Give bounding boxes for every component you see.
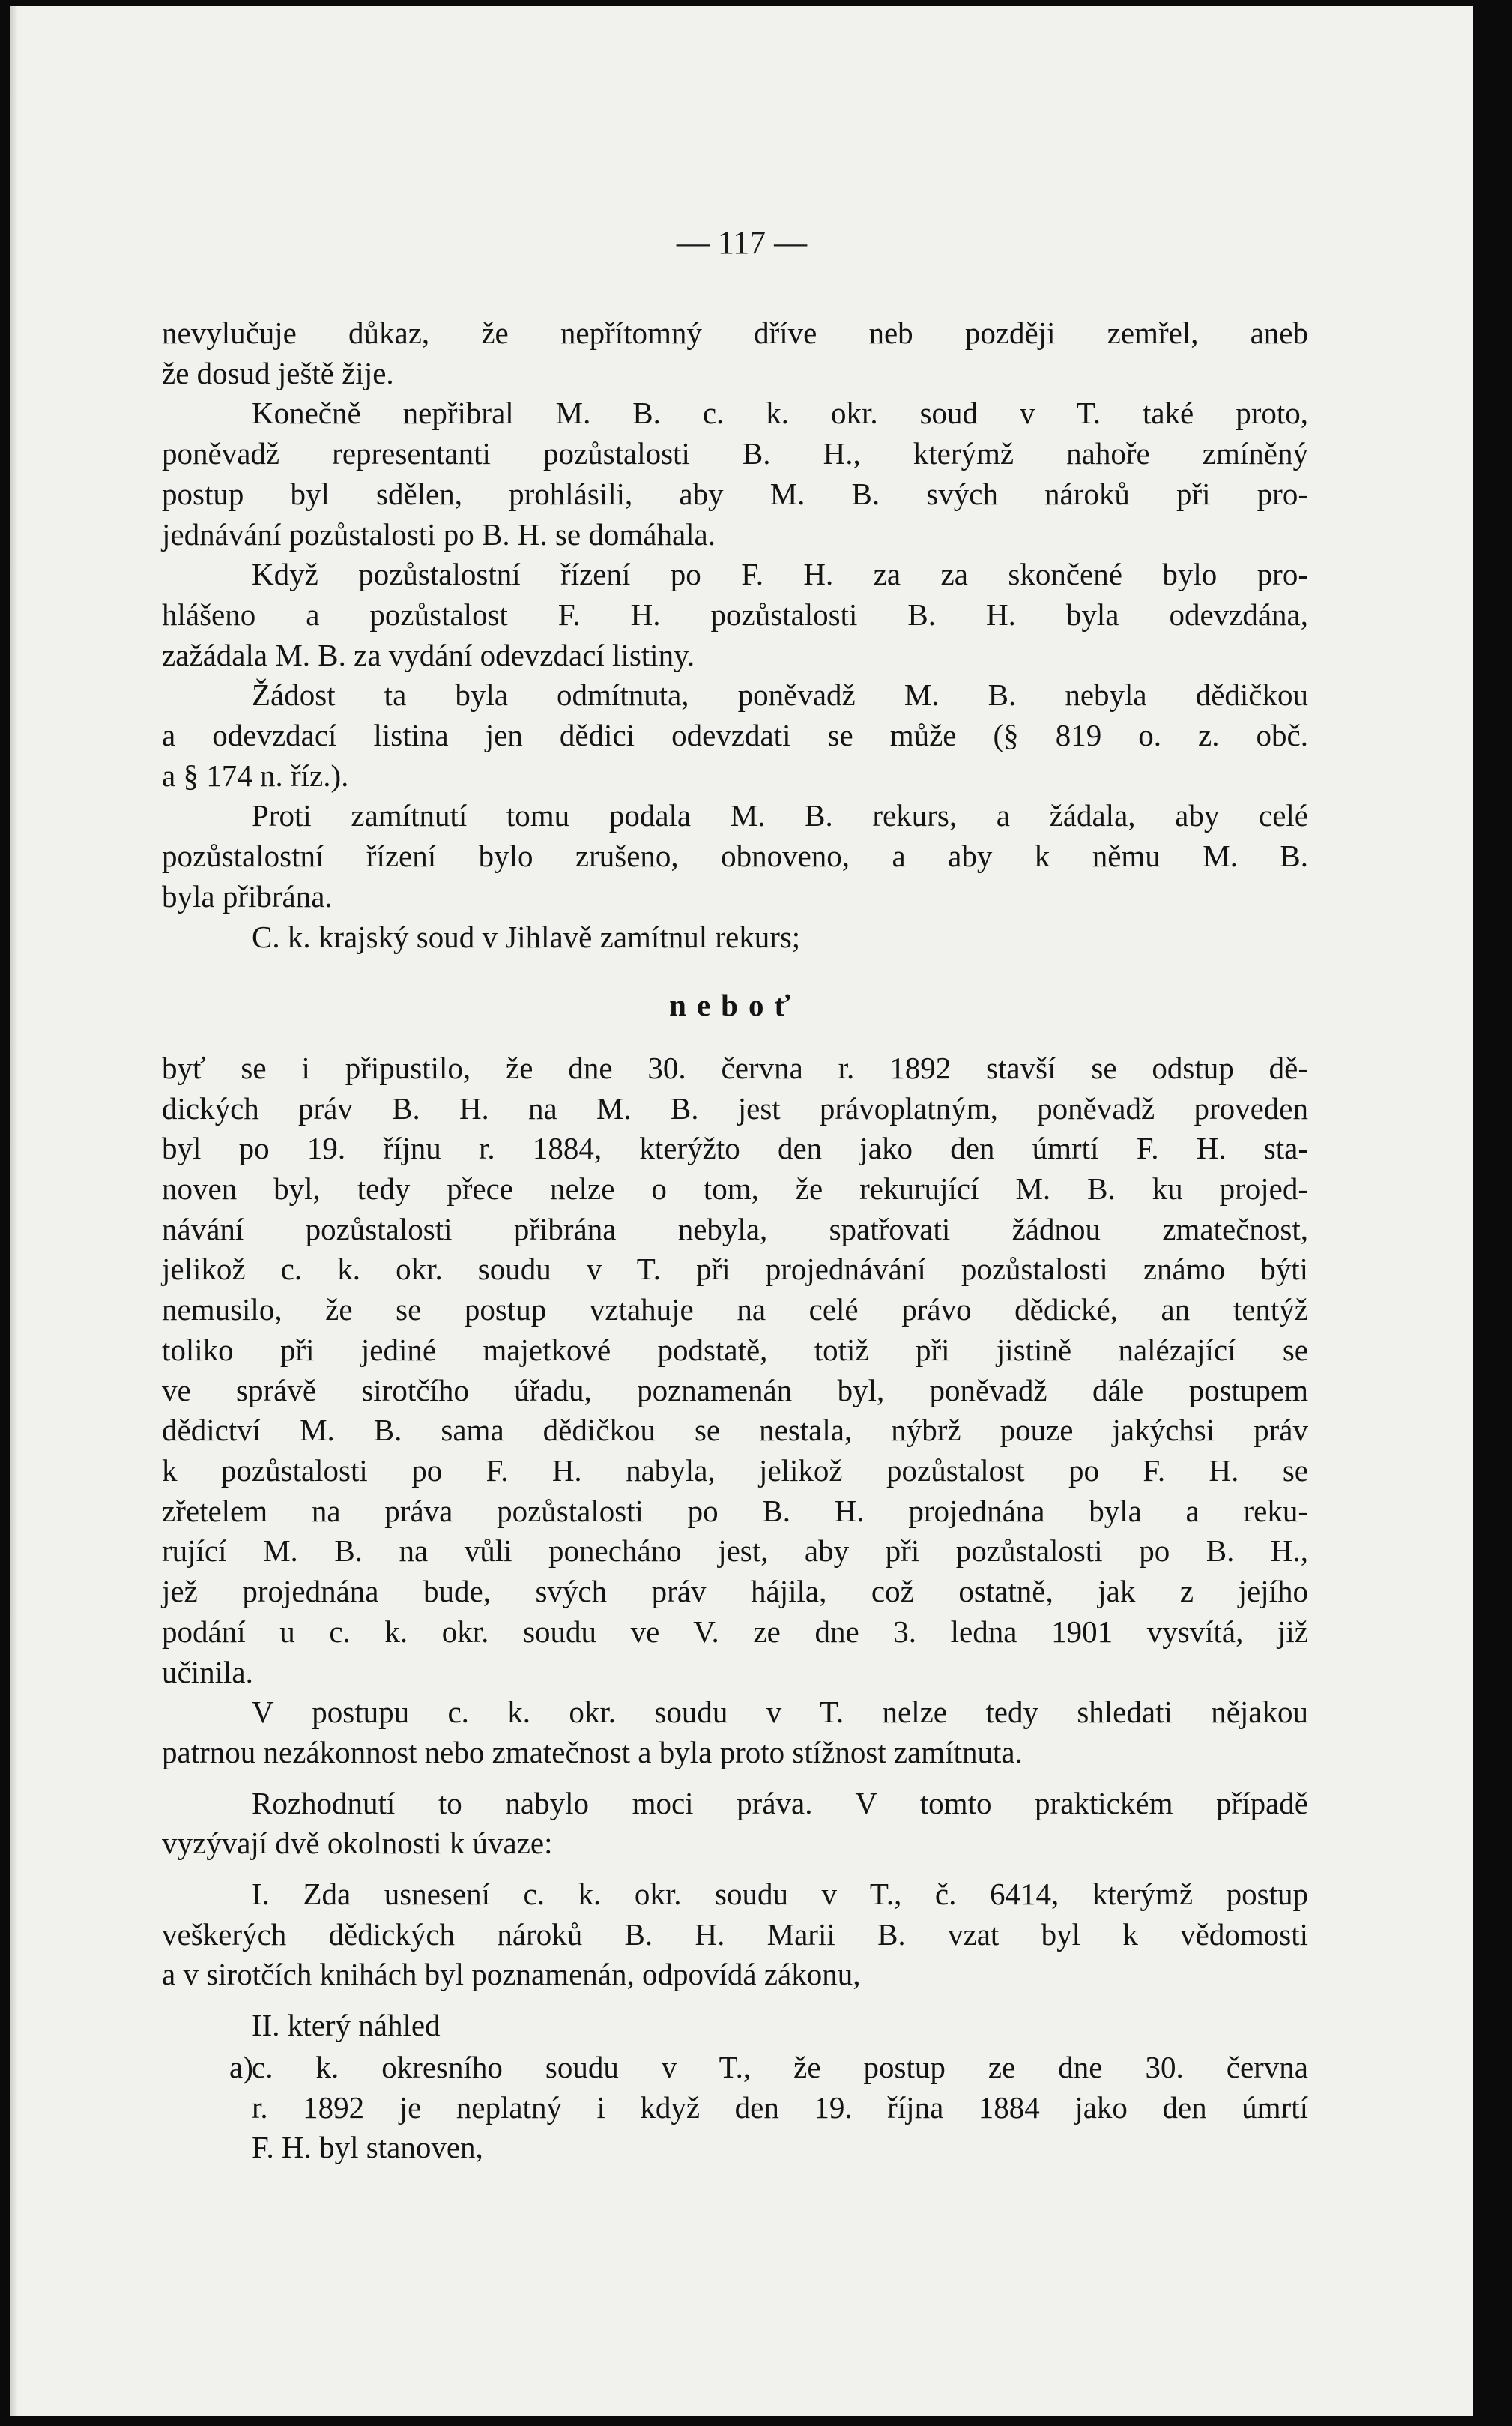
- book-page: [10, 6, 1473, 2416]
- text-line: F. H. byl stanoven,: [252, 2130, 483, 2165]
- page-number: — 117 —: [676, 224, 808, 261]
- text-line: a § 174 n. říz.).: [162, 758, 349, 793]
- text-line: jelikož c. k. okr. soudu v T. při projednávání pozůstalosti známo býti: [162, 1252, 1308, 1287]
- text-line: a v sirotčích knihách byl poznamenán, odpovídá zákonu,: [162, 1957, 861, 1992]
- text-line: učinila.: [162, 1654, 253, 1689]
- text-line: byť se i připustilo, že dne 30. června r. 1892 stavší se odstup dě-: [162, 1050, 1308, 1085]
- text-line: poněvadž representanti pozůstalosti B. H., kterýmž nahoře zmíněný: [162, 436, 1308, 471]
- list-item-label: [162, 2048, 252, 2168]
- text-line: I. Zda usnesení c. k. okr. soudu v T., č. 6414, kterýmž postup: [252, 1877, 1308, 1912]
- text-line: Proti zamítnutí tomu podala M. B. rekurs, a žádala, aby celé: [252, 798, 1308, 833]
- text-line: noven byl, tedy přece nelze o tom, že rekurující M. B. ku projed-: [162, 1171, 1308, 1207]
- text-line: C. k. krajský soud v Jihlavě zamítnul rekurs;: [252, 919, 801, 954]
- text-line: Žádost ta byla odmítnuta, poněvadž M. B. nebyla dědičkou: [252, 678, 1308, 713]
- text-line: rující M. B. na vůli ponecháno jest, aby při pozůstalosti po B. H.,: [162, 1533, 1308, 1569]
- text-line: jež projednána bude, svých práv hájila, což ostatně, jak z jejího: [162, 1574, 1308, 1609]
- text-line: podání u c. k. okr. soudu ve V. ze dne 3. ledna 1901 vysvítá, již: [162, 1614, 1308, 1649]
- body-text: [162, 313, 1308, 2168]
- list-item: [162, 2048, 1308, 2168]
- text-line: dických práv B. H. na M. B. jest právoplatným, poněvadž proveden: [162, 1090, 1308, 1126]
- text-line: Rozhodnutí to nabylo moci práva. V tomto praktickém případě: [252, 1785, 1308, 1820]
- text-line: pozůstalostní řízení bylo zrušeno, obnoveno, a aby k němu M. B.: [162, 839, 1308, 874]
- text-line: ve správě sirotčího úřadu, poznamenán byl, poněvadž dále postupem: [162, 1372, 1308, 1407]
- text-line: že dosud ještě žije.: [162, 355, 394, 390]
- text-line: veškerých dědických nároků B. H. Marii B. vzat byl k vědomosti: [162, 1916, 1308, 1952]
- text-line: dědictví M. B. sama dědičkou se nestala, nýbrž pouze jakýchsi práv: [162, 1413, 1308, 1448]
- text-line: byl po 19. říjnu r. 1884, kterýžto den jako den úmrtí F. H. sta-: [162, 1131, 1308, 1166]
- text-line: hlášeno a pozůstalost F. H. pozůstalosti B. H. byla odevzdána,: [162, 597, 1308, 632]
- item-marker: a): [229, 2049, 253, 2084]
- section-heading: neboť: [669, 988, 801, 1023]
- text-line: a odevzdací listina jen dědici odevzdati se může (§ 819 o. z. obč.: [162, 718, 1308, 753]
- text-line: vyzývají dvě okolnosti k úvaze:: [162, 1826, 553, 1861]
- text-line: postup byl sdělen, prohlásili, aby M. B. svých nároků při pro-: [162, 476, 1308, 511]
- text-line: nemusilo, že se postup vztahuje na celé právo dědické, an tentýž: [162, 1292, 1308, 1327]
- text-line: patrnou nezákonnost nebo zmatečnost a byla proto stížnost zamítnuta.: [162, 1734, 1023, 1769]
- text-line: V postupu c. k. okr. soudu v T. nelze tedy shledati nějakou: [252, 1695, 1308, 1730]
- text-line: c. k. okresního soudu v T., že postup ze dne 30. června: [252, 2049, 1308, 2084]
- text-line: byla přibrána.: [162, 878, 333, 914]
- scan-edge: [10, 6, 18, 2416]
- text-line: jednávání pozůstalosti po B. H. se domáhala.: [162, 516, 716, 552]
- text-line: II. který náhled: [252, 2008, 441, 2043]
- text-line: zažádala M. B. za vydání odevzdací listiny.: [162, 637, 695, 672]
- text-line: Konečně nepřibral M. B. c. k. okr. soud v T. také proto,: [252, 396, 1308, 431]
- text-line: Když pozůstalostní řízení po F. H. za za skončené bylo pro-: [252, 557, 1308, 592]
- text-line: návání pozůstalosti přibrána nebyla, spatřovati žádnou zmatečnost,: [162, 1211, 1308, 1246]
- text-line: toliko při jediné majetkové podstatě, totiž při jistině nalézající se: [162, 1332, 1308, 1367]
- text-line: nevylučuje důkaz, že nepřítomný dříve neb později zemřel, aneb: [162, 316, 1308, 350]
- text-line: k pozůstalosti po F. H. nabyla, jelikož pozůstalost po F. H. se: [162, 1452, 1308, 1488]
- text-line: zřetelem na práva pozůstalosti po B. H. projednána byla a reku-: [162, 1493, 1308, 1528]
- text-line: r. 1892 je neplatný i když den 19. října 1884 jako den úmrtí: [252, 2089, 1308, 2125]
- list-item-body: [252, 2048, 1308, 2168]
